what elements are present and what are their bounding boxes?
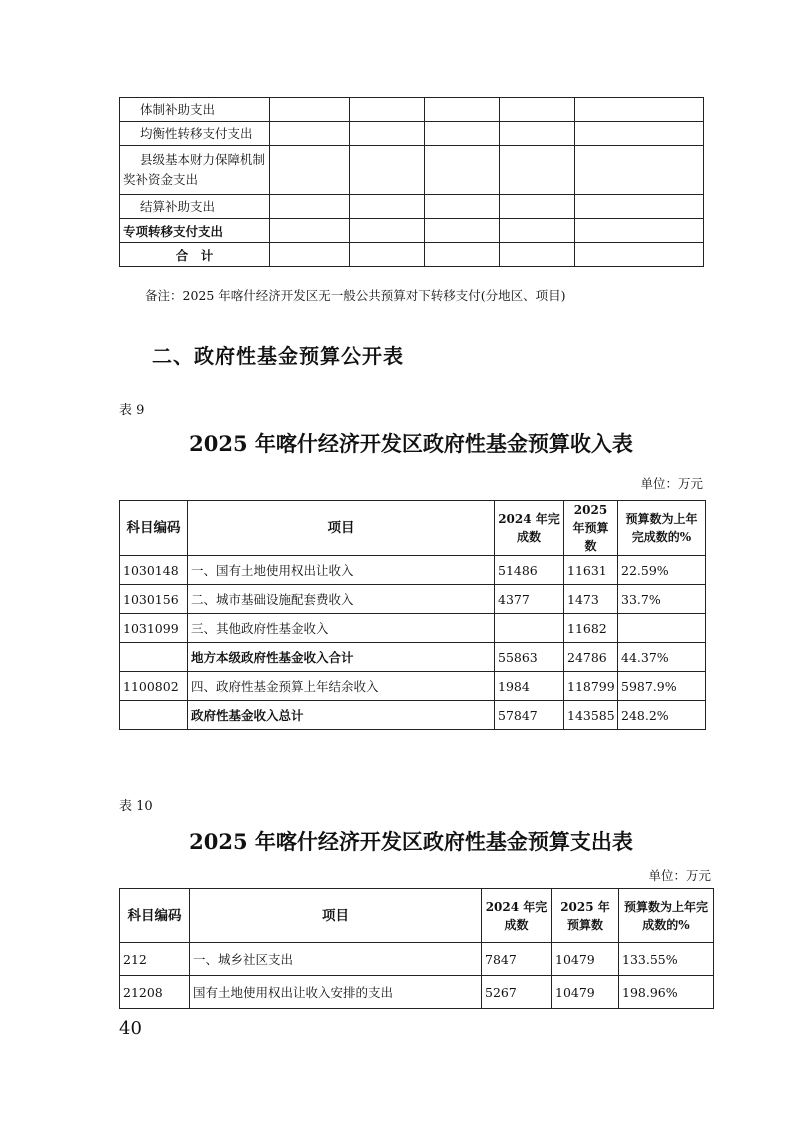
header-item: 项目 xyxy=(190,889,482,943)
cell-pct xyxy=(618,614,706,643)
header-code: 科目编码 xyxy=(120,889,190,943)
fund-expenditure-table xyxy=(119,888,714,1009)
cell-2024: 5267 xyxy=(482,976,552,1009)
table10-number: 表 10 xyxy=(119,799,153,814)
header-2025: 2025 年预算数 xyxy=(564,501,618,556)
cell-item: 一、城乡社区支出 xyxy=(190,943,482,976)
cell-pct: 5987.9% xyxy=(618,672,706,701)
cell-code: 212 xyxy=(120,943,190,976)
table-header-row xyxy=(120,501,706,556)
row-label: 体制补助支出 xyxy=(120,98,270,122)
cell-pct: 248.2% xyxy=(618,701,706,730)
table-row xyxy=(120,701,706,730)
cell-2025: 1473 xyxy=(564,585,618,614)
row-label: 专项转移支付支出 xyxy=(120,219,270,243)
cell-2024 xyxy=(495,614,564,643)
section-heading: 二、政府性基金预算公开表 xyxy=(152,344,404,368)
cell-item: 二、城市基础设施配套费收入 xyxy=(188,585,495,614)
cell-code: 21208 xyxy=(120,976,190,1009)
cell-code: 1031099 xyxy=(120,614,188,643)
cell-2025: 11631 xyxy=(564,556,618,585)
cell-code xyxy=(120,643,188,672)
cell-2024: 51486 xyxy=(495,556,564,585)
table10-unit: 单位：万元 xyxy=(648,868,711,883)
cell-code: 1030148 xyxy=(120,556,188,585)
remark-note: 备注：2025 年喀什经济开发区无一般公共预算对下转移支付(分地区、项目) xyxy=(145,288,566,303)
cell-pct: 33.7% xyxy=(618,585,706,614)
header-pct: 预算数为上年完成数的% xyxy=(619,889,714,943)
cell-item: 地方本级政府性基金收入合计 xyxy=(188,643,495,672)
cell-2024: 4377 xyxy=(495,585,564,614)
table9-unit: 单位：万元 xyxy=(640,476,703,491)
cell-code: 1100802 xyxy=(120,672,188,701)
table9-title: 2025 年喀什经济开发区政府性基金预算收入表 xyxy=(189,431,633,456)
cell-2025: 10479 xyxy=(552,976,619,1009)
transfer-payment-table xyxy=(119,97,704,267)
cell-pct: 198.96% xyxy=(619,976,714,1009)
header-2024: 2024 年完成数 xyxy=(482,889,552,943)
table-row xyxy=(120,243,704,267)
cell-pct: 22.59% xyxy=(618,556,706,585)
header-code: 科目编码 xyxy=(120,501,188,556)
table-row xyxy=(120,976,714,1009)
table-row xyxy=(120,556,706,585)
table-row xyxy=(120,585,706,614)
cell-item: 三、其他政府性基金收入 xyxy=(188,614,495,643)
cell-2024: 7847 xyxy=(482,943,552,976)
cell-2024: 1984 xyxy=(495,672,564,701)
table-row xyxy=(120,195,704,219)
cell-item: 四、政府性基金预算上年结余收入 xyxy=(188,672,495,701)
cell-code: 1030156 xyxy=(120,585,188,614)
cell-item: 政府性基金收入总计 xyxy=(188,701,495,730)
cell-pct: 44.37% xyxy=(618,643,706,672)
header-pct: 预算数为上年完成数的% xyxy=(618,501,706,556)
table-row xyxy=(120,122,704,146)
table-row xyxy=(120,672,706,701)
row-label: 县级基本财力保障机制奖补资金支出 xyxy=(120,146,270,195)
table-row xyxy=(120,98,704,122)
table9-number: 表 9 xyxy=(119,403,145,418)
cell-code xyxy=(120,701,188,730)
cell-2025: 24786 xyxy=(564,643,618,672)
table-row xyxy=(120,614,706,643)
table-row xyxy=(120,146,704,195)
cell-2025: 143585 xyxy=(564,701,618,730)
cell-item: 国有土地使用权出让收入安排的支出 xyxy=(190,976,482,1009)
row-label: 均衡性转移支付支出 xyxy=(120,122,270,146)
page-number: 40 xyxy=(119,1018,142,1039)
total-label: 合 计 xyxy=(120,243,270,267)
table10-title: 2025 年喀什经济开发区政府性基金预算支出表 xyxy=(189,829,633,854)
table-row xyxy=(120,943,714,976)
row-label: 结算补助支出 xyxy=(120,195,270,219)
header-item: 项目 xyxy=(188,501,495,556)
table-row xyxy=(120,643,706,672)
header-2025: 2025 年预算数 xyxy=(552,889,619,943)
header-2024: 2024 年完成数 xyxy=(495,501,564,556)
cell-item: 一、国有土地使用权出让收入 xyxy=(188,556,495,585)
cell-2025: 11682 xyxy=(564,614,618,643)
table-header-row xyxy=(120,889,714,943)
cell-2025: 118799 xyxy=(564,672,618,701)
cell-pct: 133.55% xyxy=(619,943,714,976)
cell-2024: 57847 xyxy=(495,701,564,730)
table-row xyxy=(120,219,704,243)
fund-revenue-table xyxy=(119,500,706,730)
cell-2024: 55863 xyxy=(495,643,564,672)
cell-2025: 10479 xyxy=(552,943,619,976)
